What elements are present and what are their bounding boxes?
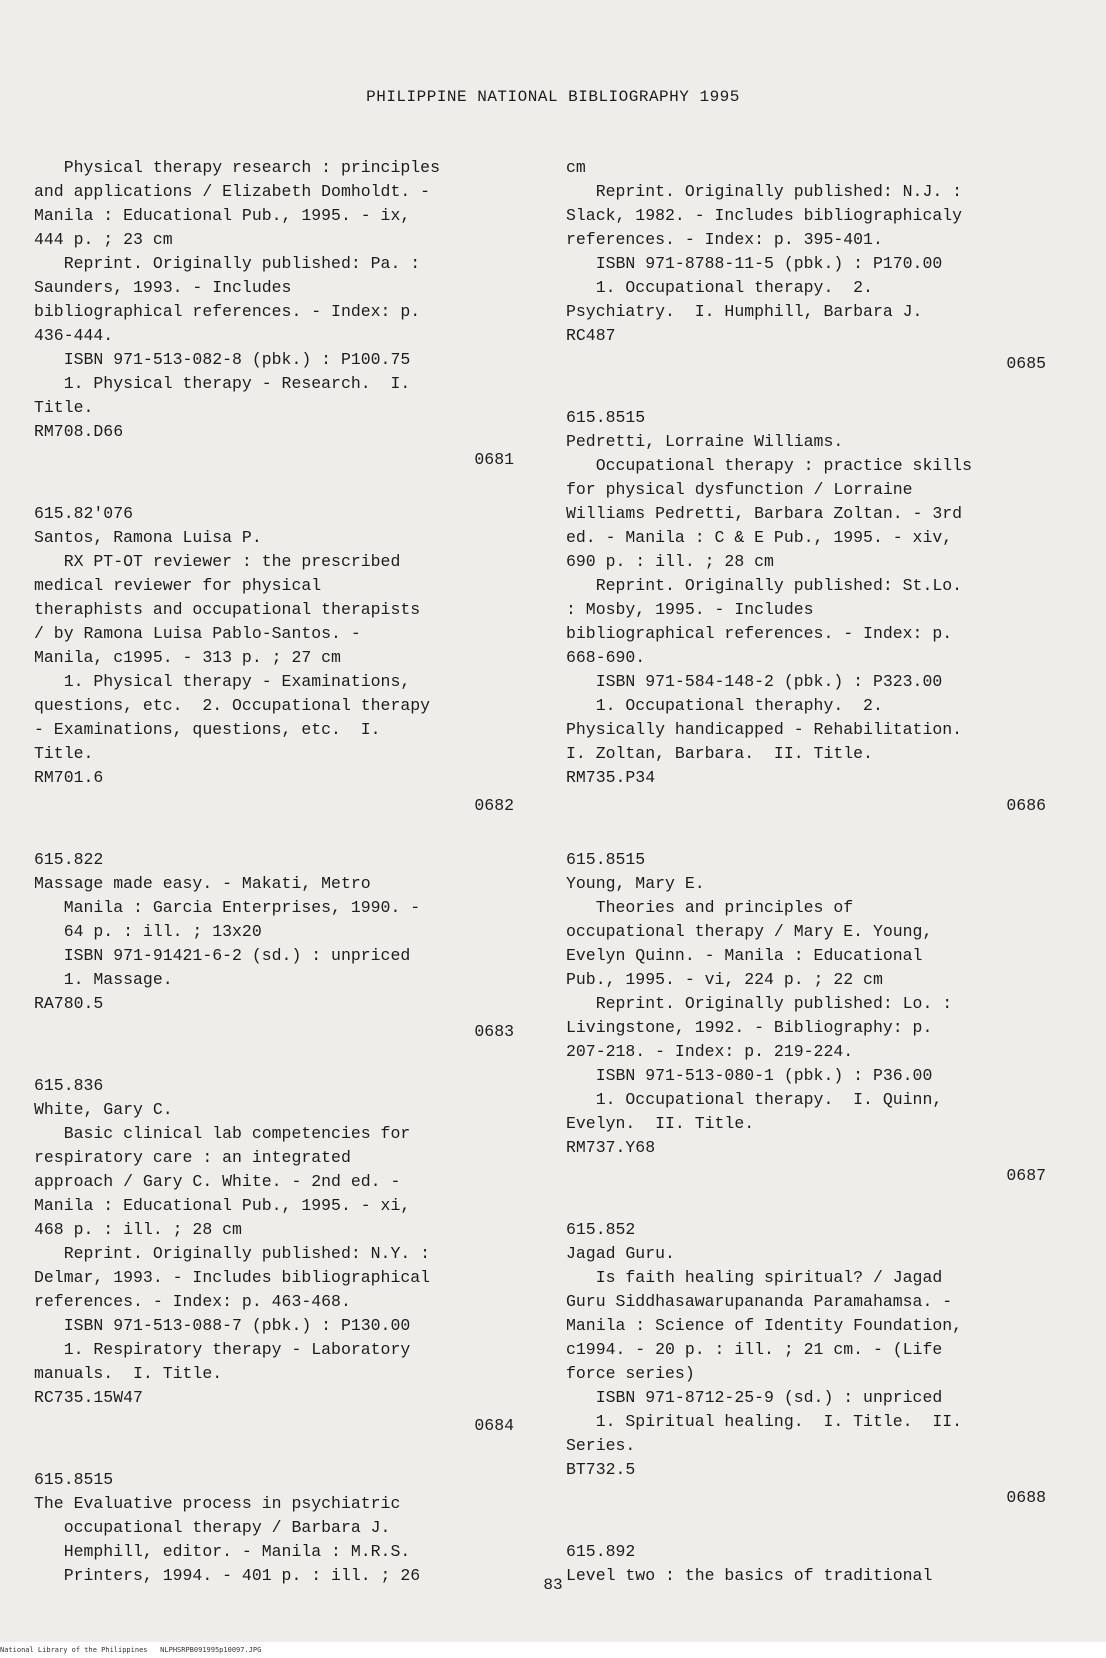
entry-line: RC487 [566,326,616,345]
entry-line: Physically handicapped - Rehabilitation. [566,720,963,739]
entry-line: ISBN 971-91421-6-2 (sd.) : unpriced [34,946,411,965]
entry-line: I. Zoltan, Barbara. II. Title. [566,744,873,763]
entry-line: BT732.5 [566,1460,636,1479]
entry-line: Manila : Science of Identity Foundation, [566,1316,963,1335]
entry-line: RM701.6 [34,768,104,787]
footer-strip [0,1642,1106,1658]
entry-line: 690 p. : ill. ; 28 cm [566,552,774,571]
bibliography-entry [566,406,1066,818]
entry-line: ISBN 971-8712-25-9 (sd.) : unpriced [566,1388,943,1407]
footer-library: National Library of the Philippines [0,1646,148,1654]
entry-line: Manila : Educational Pub., 1995. - ix, [34,206,411,225]
entry-line: Reprint. Originally published: Pa. : [34,254,421,273]
entry-number: 0687 [1006,1166,1046,1185]
entry-line: 615.8515 [566,850,646,869]
entry-line: The Evaluative process in psychiatric [34,1494,401,1513]
entry-line: Pub., 1995. - vi, 224 p. ; 22 cm [566,970,883,989]
entry-gap [34,472,534,502]
page-title: PHILIPPINE NATIONAL BIBLIOGRAPHY 1995 [366,88,740,106]
bibliography-entry [34,502,534,818]
page-number: 83 [543,1576,563,1594]
entry-line: medical reviewer for physical [34,576,322,595]
entry-line: Jagad Guru. [566,1244,675,1263]
entry-line: bibliographical references. - Index: p. [34,302,421,321]
entry-line: ed. - Manila : C & E Pub., 1995. - xiv, [566,528,953,547]
entry-gap [566,376,1066,406]
entry-line: 436-444. [34,326,114,345]
entry-line: 615.836 [34,1076,104,1095]
entry-line: Is faith healing spiritual? / Jagad [566,1268,943,1287]
entry-line: Reprint. Originally published: Lo. : [566,994,953,1013]
entry-line: RA780.5 [34,994,104,1013]
entry-number: 0685 [1006,354,1046,373]
entry-line: for physical dysfunction / Lorraine [566,480,913,499]
entry-line: ISBN 971-513-088-7 (pbk.) : P130.00 [34,1316,411,1335]
entry-line: c1994. - 20 p. : ill. ; 21 cm. - (Life [566,1340,943,1359]
entry-line: 615.892 [566,1542,636,1561]
entry-line: theraphists and occupational therapists [34,600,421,619]
entry-line: 444 p. ; 23 cm [34,230,173,249]
entry-line: RM708.D66 [34,422,124,441]
entry-line: 615.8515 [566,408,646,427]
entry-line: 1. Occupational therapy. 2. [566,278,873,297]
entry-number: 0684 [474,1416,514,1435]
entry-line: ISBN 971-513-082-8 (pbk.) : P100.75 [34,350,411,369]
entry-gap [34,1438,534,1468]
entry-line: / by Ramona Luisa Pablo-Santos. - [34,624,361,643]
entry-line: ISBN 971-513-080-1 (pbk.) : P36.00 [566,1066,933,1085]
entry-line: Saunders, 1993. - Includes [34,278,292,297]
entry-line: force series) [566,1364,695,1383]
entry-line: 615.8515 [34,1470,114,1489]
entry-line: Hemphill, editor. - Manila : M.R.S. [34,1542,411,1561]
entry-line: 1. Respiratory therapy - Laboratory [34,1340,411,1359]
bibliography-entry [566,1218,1066,1510]
entry-line: Massage made easy. - Makati, Metro [34,874,371,893]
entry-line: Pedretti, Lorraine Williams. [566,432,844,451]
entry-line: Reprint. Originally published: St.Lo. [566,576,963,595]
entry-line: questions, etc. 2. Occupational therapy [34,696,431,715]
entry-line: Reprint. Originally published: N.J. : [566,182,963,201]
entry-number: 0688 [1006,1488,1046,1507]
entry-line: Title. [34,744,94,763]
entry-line: occupational therapy / Mary E. Young, [566,922,933,941]
entry-line: 207-218. - Index: p. 219-224. [566,1042,854,1061]
entry-line: 1. Massage. [34,970,173,989]
entry-number: 0683 [474,1022,514,1041]
entry-line: Guru Siddhasawarupananda Paramahamsa. - [566,1292,953,1311]
entry-line: RX PT-OT reviewer : the prescribed [34,552,401,571]
entry-number: 0682 [474,796,514,815]
entry-line: Basic clinical lab competencies for [34,1124,411,1143]
entry-line: Theories and principles of [566,898,854,917]
entry-line: Williams Pedretti, Barbara Zoltan. - 3rd [566,504,963,523]
entry-line: Evelyn Quinn. - Manila : Educational [566,946,923,965]
entry-line: RM735.P34 [566,768,656,787]
bibliography-entry [566,156,1066,376]
entry-line: Manila, c1995. - 313 p. ; 27 cm [34,648,341,667]
entry-line: references. - Index: p. 463-468. [34,1292,351,1311]
entry-line: 1. Occupational theraphy. 2. [566,696,883,715]
bibliography-entry [34,1468,534,1588]
entry-line: Manila : Garcia Enterprises, 1990. - [34,898,421,917]
entry-line: RM737.Y68 [566,1138,656,1157]
entry-gap [566,1188,1066,1218]
entry-line: Title. [34,398,94,417]
entry-line: 615.822 [34,850,104,869]
entry-line: Series. [566,1436,636,1455]
entry-line: and applications / Elizabeth Domholdt. - [34,182,431,201]
bibliography-entry [34,156,534,472]
entry-line: bibliographical references. - Index: p. [566,624,953,643]
entry-line: Evelyn. II. Title. [566,1114,755,1133]
entry-gap [566,818,1066,848]
entry-line: ISBN 971-8788-11-5 (pbk.) : P170.00 [566,254,943,273]
bibliography-entry [34,848,534,1044]
entry-line: 615.82'076 [34,504,134,523]
entry-line: Printers, 1994. - 401 p. : ill. ; 26 [34,1566,421,1585]
entry-gap [34,1044,534,1074]
entry-line: manuals. I. Title. [34,1364,223,1383]
entry-line: Reprint. Originally published: N.Y. : [34,1244,431,1263]
entry-gap [566,1510,1066,1540]
entry-line: 668-690. [566,648,646,667]
entry-line: 64 p. : ill. ; 13x20 [34,922,262,941]
entry-line: Santos, Ramona Luisa P. [34,528,262,547]
entry-line: ISBN 971-584-148-2 (pbk.) : P323.00 [566,672,943,691]
entry-gap [34,818,534,848]
entry-line: cm [566,158,586,177]
entry-line: Young, Mary E. [566,874,705,893]
left-column [34,156,534,1588]
entry-line: 1. Occupational therapy. I. Quinn, [566,1090,943,1109]
entry-line: - Examinations, questions, etc. I. [34,720,381,739]
entry-line: 1. Physical therapy - Examinations, [34,672,411,691]
right-column [566,156,1066,1588]
entry-line: 615.852 [566,1220,636,1239]
entry-line: occupational therapy / Barbara J. [34,1518,391,1537]
entry-line: Physical therapy research : principles [34,158,440,177]
entry-line: : Mosby, 1995. - Includes [566,600,814,619]
entry-line: Livingstone, 1992. - Bibliography: p. [566,1018,933,1037]
entry-line: 468 p. : ill. ; 28 cm [34,1220,242,1239]
footer-file: NLPHSRPB091995p10097.JPG [160,1646,262,1654]
entry-number: 0681 [474,450,514,469]
entry-line: approach / Gary C. White. - 2nd ed. - [34,1172,401,1191]
entry-line: RC735.15W47 [34,1388,143,1407]
entry-line: Delmar, 1993. - Includes bibliographical [34,1268,431,1287]
entry-line: respiratory care : an integrated [34,1148,351,1167]
bibliography-entry [566,848,1066,1188]
entry-line: White, Gary C. [34,1100,173,1119]
entry-line: Occupational therapy : practice skills [566,456,972,475]
entry-line: Psychiatry. I. Humphill, Barbara J. [566,302,923,321]
entry-number: 0686 [1006,796,1046,815]
entry-line: Slack, 1982. - Includes bibliographicaly [566,206,963,225]
entry-line: Level two : the basics of traditional [566,1566,933,1585]
entry-line: 1. Spiritual healing. I. Title. II. [566,1412,963,1431]
entry-line: references. - Index: p. 395-401. [566,230,883,249]
bibliography-entry [34,1074,534,1438]
entry-line: Manila : Educational Pub., 1995. - xi, [34,1196,411,1215]
entry-line: 1. Physical therapy - Research. I. [34,374,411,393]
